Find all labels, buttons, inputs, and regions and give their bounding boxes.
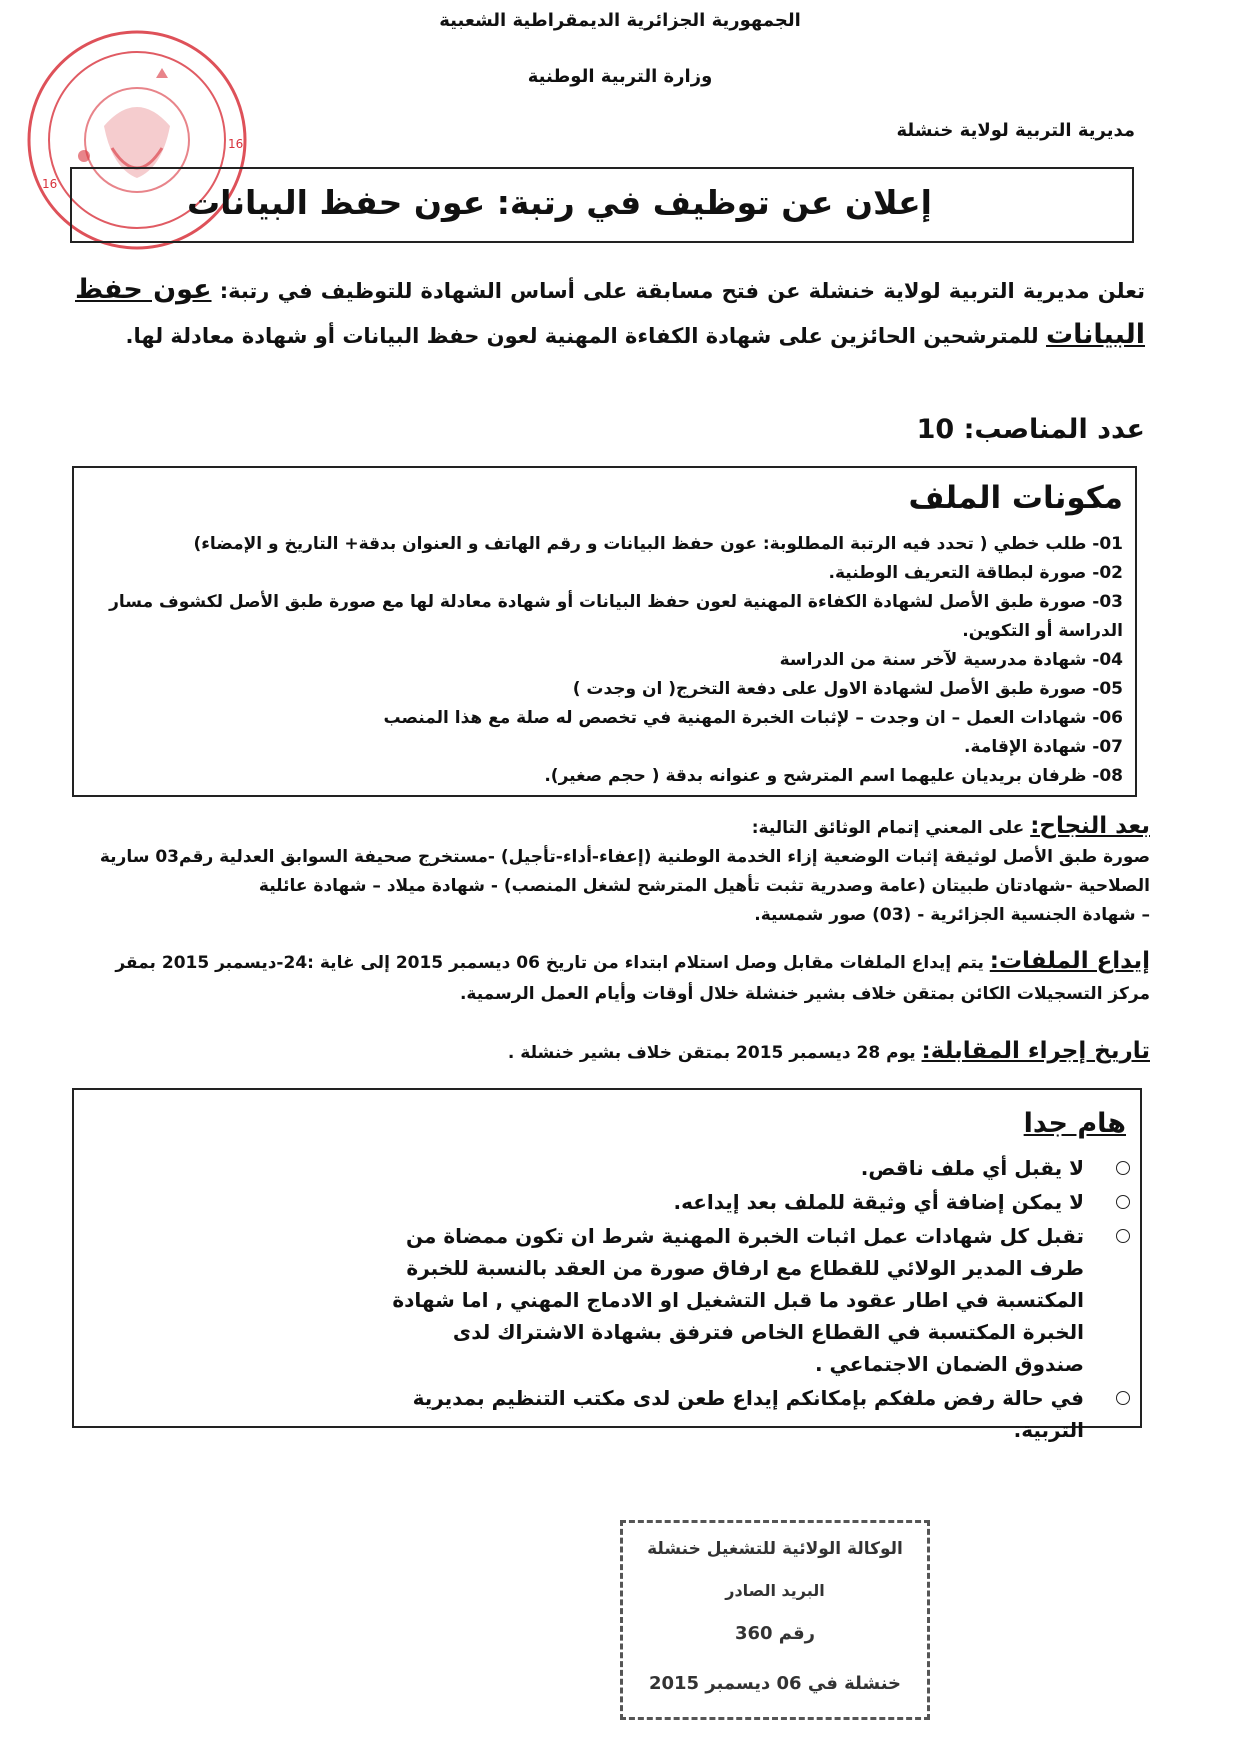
dossier-list [83, 530, 1123, 791]
intro-grade: عون حفظ البيانات [75, 274, 1145, 350]
list-item: 02- صورة لبطاقة التعريف الوطنية. [828, 563, 1123, 583]
deposit-section [70, 946, 1150, 1010]
important-title: هام جدا [1023, 1108, 1126, 1139]
interview-label: تاريخ إجراء المقابلة: [921, 1038, 1150, 1064]
dossier-box [72, 466, 1137, 797]
circle-bullet-icon [1116, 1195, 1130, 1209]
dossier-title: مكونات الملف [908, 480, 1123, 516]
important-item-text: لا يمكن إضافة أي وثيقة للملف بعد إيداعه. [673, 1190, 1084, 1214]
list-item [140, 1220, 1140, 1380]
circle-bullet-icon [1116, 1391, 1130, 1405]
list-item [140, 1152, 1140, 1184]
stamp-line-1: الوكالة الولائية للتشغيل خنشلة [647, 1539, 903, 1559]
title-box [70, 167, 1134, 243]
posts-count: عدد المناصب: 10 [916, 414, 1145, 445]
after-success-line: – شهادة الجنسية الجزائرية - (03) صور شمسية. [754, 905, 1150, 925]
list-item: 05- صورة طبق الأصل لشهادة الاول على دفعة التخرج( ان وجدت ) [572, 679, 1123, 699]
intro-paragraph [75, 268, 1145, 358]
interview-text: يوم 28 ديسمبر 2015 بمتقن خلاف بشير خنشلة . [507, 1043, 916, 1063]
after-success-heading [70, 812, 1150, 843]
interview-section [70, 1037, 1150, 1068]
intro-part2: للمترشحين الحائزين على شهادة الكفاءة المهنية لعون حفظ البيانات أو شهادة معادلة لها. [125, 324, 1039, 348]
seal-number: 16 [228, 137, 244, 151]
after-success-intro: على المعني إتمام الوثائق التالية: [751, 818, 1025, 838]
page-title: إعلان عن توظيف في رتبة: عون حفظ البيانات [187, 183, 932, 222]
republic-line: الجمهورية الجزائرية الديمقراطية الشعبية [439, 10, 801, 31]
registry-stamp [620, 1520, 930, 1720]
stamp-line-2: البريد الصادر [725, 1581, 825, 1600]
intro-part1: تعلن مديرية التربية لولاية خنشلة عن فتح مسابقة على أساس الشهادة للتوظيف في رتبة: [219, 279, 1145, 303]
list-item: 07- شهادة الإقامة. [964, 737, 1123, 757]
important-item-text: تقبل كل شهادات عمل اثبات الخبرة المهنية شرط ان تكون ممضاة من طرف المدير الولائي للقطاع مع ارفاق صورة من العقد بالنسبة للخبرة المكتسبة في اطار عقود ما قبل التشغيل او الادماج المهني , اما شهادة الخبرة المكتسبة في القطاع الخاص فترفق بشهادة الاشتراك لدى صندوق الضمان الاجتماعي . [392, 1224, 1084, 1376]
after-success-section [70, 812, 1150, 930]
list-item: 08- ظرفان بريديان عليهما اسم المترشح و عنوانه بدقة ( حجم صغير). [544, 766, 1123, 786]
directorate-line: مديرية التربية لولاية خنشلة [896, 120, 1135, 141]
list-item: 01- طلب خطي ( تحدد فيه الرتبة المطلوبة: عون حفظ البيانات و رقم الهاتف و العنوان بدقة+ التاريخ و الإمضاء) [193, 534, 1123, 554]
important-item-text: لا يقبل أي ملف ناقص. [860, 1156, 1084, 1180]
seal-number-2: 16 [42, 177, 58, 191]
list-item: 06- شهادات العمل – ان وجدت – لإثبات الخبرة المهنية في تخصص له صلة مع هذا المنصب [383, 708, 1123, 728]
ministry-line: وزارة التربية الوطنية [527, 66, 713, 87]
list-item: 03- صورة طبق الأصل لشهادة الكفاءة المهنية لعون حفظ البيانات أو شهادة معادلة لها مع صورة طبق الأصل لكشوف مسار الدراسة أو التكوين. [109, 592, 1123, 641]
deposit-label: إيداع الملفات: [989, 948, 1150, 974]
important-box [72, 1088, 1142, 1442]
deposit-text: يتم إيداع الملفات مقابل وصل استلام ابتداء من تاريخ 06 ديسمبر 2015 إلى غاية :24-ديسمبر 2015 بمقر مركز التسجيلات الكائن بمتقن خلاف بشير خنشلة خلال أوقات وأيام العمل الرسمية. [115, 953, 1150, 1004]
stamp-line-3: رقم 360 [734, 1623, 816, 1644]
list-item: 04- شهادة مدرسية لآخر سنة من الدراسة [779, 650, 1123, 670]
list-item [140, 1186, 1140, 1218]
list-item [140, 1382, 1140, 1446]
stamp-line-4: خنشلة في 06 ديسمبر 2015 [648, 1673, 902, 1694]
after-success-line: الصلاحية -شهادتان طبيتان (عامة وصدرية تثبت تأهيل المترشح لشغل المنصب) - شهادة ميلاد – شهادة عائلية [258, 876, 1150, 896]
circle-bullet-icon [1116, 1229, 1130, 1243]
after-success-label: بعد النجاح: [1030, 813, 1150, 839]
important-list [140, 1152, 1140, 1448]
important-item-text: في حالة رفض ملفكم بإمكانكم إيداع طعن لدى مكتب التنظيم بمديرية التربية. [412, 1386, 1084, 1442]
circle-bullet-icon [1116, 1161, 1130, 1175]
after-success-line: صورة طبق الأصل لوثيقة إثبات الوضعية إزاء الخدمة الوطنية (إعفاء-أداء-تأجيل) -مستخرج صحيفة السوابق العدلية رقم03 سارية [99, 847, 1150, 867]
